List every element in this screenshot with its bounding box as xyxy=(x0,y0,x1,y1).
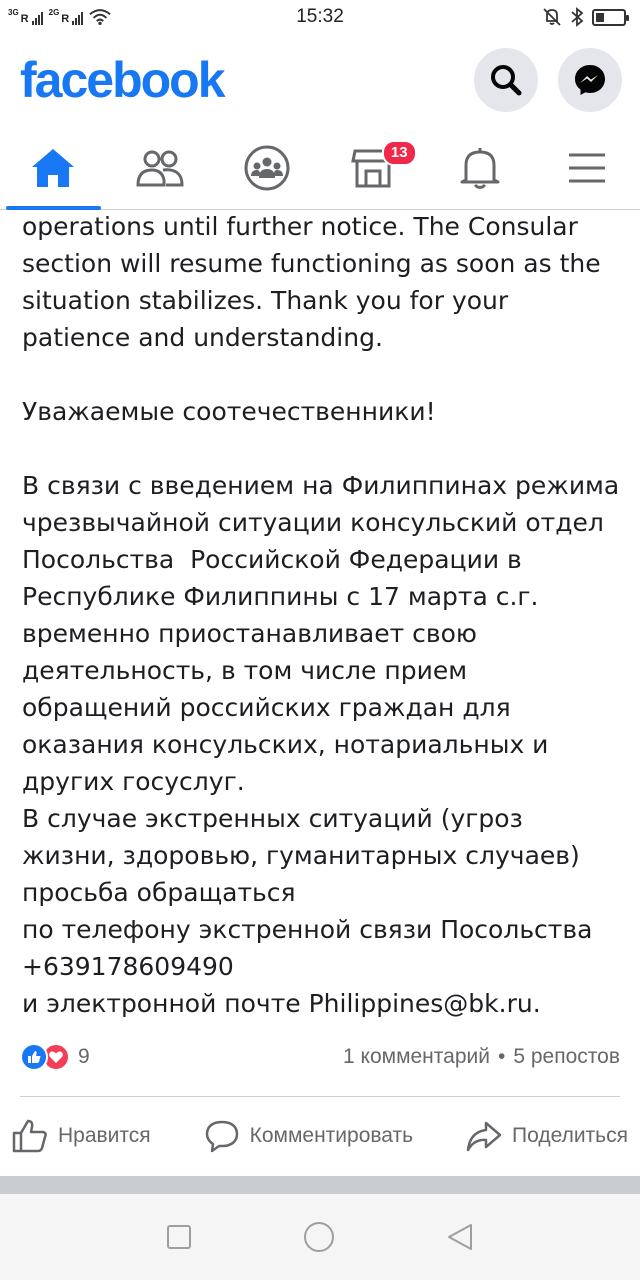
reaction-count: 9 xyxy=(78,1045,90,1068)
bell-icon xyxy=(460,146,500,190)
like-reaction-icon xyxy=(20,1043,48,1071)
app-header xyxy=(0,34,640,126)
comment-button[interactable] xyxy=(204,1119,413,1153)
sim2-signal-icon: 2G R xyxy=(49,9,84,25)
feed-separator xyxy=(0,1176,640,1194)
post-paragraph-english: operations until further notice. The Consular section will resume functioning as soon as the situation stabilizes. Thank you for your patience and understanding. xyxy=(22,212,609,352)
search-button[interactable] xyxy=(474,48,538,112)
like-label: Нравится xyxy=(58,1124,151,1147)
share-button[interactable] xyxy=(466,1120,628,1152)
friends-icon xyxy=(135,148,185,188)
sim2-network-label: 2G xyxy=(48,8,60,17)
marketplace-badge: 13 xyxy=(382,140,417,166)
post-text xyxy=(22,210,622,1022)
battery-icon xyxy=(592,9,626,26)
bluetooth-icon xyxy=(570,7,584,27)
tab-home[interactable] xyxy=(0,126,107,209)
share-icon xyxy=(466,1120,502,1152)
recent-apps-icon[interactable] xyxy=(165,1223,193,1251)
tab-marketplace[interactable] xyxy=(320,126,427,209)
wifi-icon xyxy=(89,8,111,26)
separator-dot: • xyxy=(498,1045,506,1068)
sim1-network-label: 3G xyxy=(8,8,19,17)
tab-menu[interactable] xyxy=(533,126,640,209)
reactions-bar xyxy=(20,1040,620,1074)
home-icon xyxy=(30,147,76,189)
signal-indicators xyxy=(8,8,111,26)
sim1-signal-icon: 3G R xyxy=(8,9,43,25)
main-nav xyxy=(0,126,640,210)
back-triangle-icon[interactable] xyxy=(445,1222,475,1252)
groups-icon xyxy=(243,144,291,192)
shares-count[interactable]: 5 репостов xyxy=(513,1045,620,1068)
post-paragraph-russian: В связи с введением на Филиппинах режима чрезвычайной ситуации консульский отдел Посольства Российской Федерации в Республике Филиппины с 17 марта с.г. временно приостанавливает свою деятельность, в том числе прием обращений российских граждан для оказания консульских, нотариальных и других госуслуг. В случае экстренных ситуаций (угроз жизни, здоровью, гуманитарных случаев) просьба обращаться по телефону экстренной связи Посольства +639178609490 и электронной почте Philippines@bk.ru. xyxy=(22,471,620,1018)
tab-friends[interactable] xyxy=(107,126,214,209)
comments-count[interactable]: 1 комментарий xyxy=(343,1045,490,1068)
home-circle-icon[interactable] xyxy=(302,1220,336,1254)
status-icons xyxy=(542,7,626,27)
post-content xyxy=(0,210,640,1176)
clock: 15:32 xyxy=(296,6,344,27)
messenger-button[interactable] xyxy=(558,48,622,112)
hamburger-menu-icon xyxy=(567,151,607,185)
thumbs-up-icon xyxy=(12,1119,48,1153)
facebook-logo[interactable]: facebook xyxy=(20,52,224,108)
status-bar xyxy=(0,0,640,34)
messenger-icon xyxy=(572,62,608,98)
tab-groups[interactable] xyxy=(213,126,320,209)
system-navigation-bar xyxy=(0,1194,640,1280)
post-paragraph-greeting: Уважаемые соотечественники! xyxy=(22,397,436,426)
comment-icon xyxy=(204,1119,240,1153)
post-actions xyxy=(0,1100,640,1172)
tab-notifications[interactable] xyxy=(427,126,534,209)
share-label: Поделиться xyxy=(512,1124,628,1147)
like-button[interactable] xyxy=(12,1119,151,1153)
search-icon xyxy=(488,62,524,98)
reaction-summary[interactable] xyxy=(20,1043,90,1071)
mute-bell-icon xyxy=(542,7,562,27)
divider xyxy=(20,1096,620,1097)
comment-label: Комментировать xyxy=(249,1124,414,1147)
